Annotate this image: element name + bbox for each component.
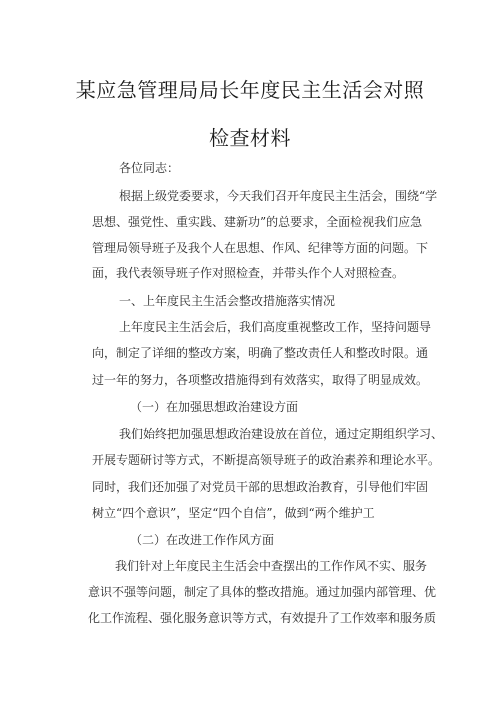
body-line: 我们始终把加强思想政治建设放在首位，通过定期组织学习、 bbox=[119, 427, 444, 441]
body-line: 同时，我们还加强了对党员干部的思想政治教育，引导他们牢固 bbox=[92, 480, 429, 494]
document-title-line-1: 某应急管理局局长年度民主生活会对照 bbox=[75, 78, 425, 102]
section-heading: 一、上年度民主生活会整改措施落实情况 bbox=[119, 294, 336, 308]
body-line: 过一年的努力，各项整改措施得到有效落实，取得了明显成效。 bbox=[92, 373, 429, 387]
body-line: 管理局领导班子及我个人在思想、作风、纪律等方面的问题。下 bbox=[92, 241, 429, 255]
body-line: 我们针对上年度民主生活会中查摆出的工作作风不实、服务 bbox=[115, 559, 428, 573]
body-line: 开展专题研讨等方式，不断提高领导班子的政治素养和理论水平。 bbox=[92, 453, 441, 467]
salutation: 各位同志： bbox=[119, 161, 180, 175]
body-line: 面，我代表领导班子作对照检查，并带头作个人对照检查。 bbox=[92, 266, 405, 280]
body-line: 向，制定了详细的整改方案，明确了整改责任人和整改时限。通 bbox=[92, 346, 429, 360]
body-line: 思想、强党性、重实践、建新功”的总要求，全面检视我们应急 bbox=[92, 215, 423, 229]
subsection-heading: （一）在加强思想政治建设方面 bbox=[130, 400, 299, 414]
subsection-heading: （二）在改进工作作风方面 bbox=[130, 533, 275, 547]
body-line: 化工作流程、强化服务意识等方式，有效提升了工作效率和服务质 bbox=[88, 611, 437, 625]
body-line: 树立“四个意识”，坚定“四个自信”，做到“两个维护工 bbox=[92, 506, 375, 520]
document-title-line-2: 检查材料 bbox=[209, 126, 291, 150]
body-line: 上年度民主生活会后，我们高度重视整改工作，坚持问题导 bbox=[119, 320, 432, 334]
body-line: 意识不强等问题，制定了具体的整改措施。通过加强内部管理、优 bbox=[88, 585, 437, 599]
body-line: 根据上级党委要求，今天我们召开年度民主生活会，围绕“学 bbox=[119, 189, 438, 203]
